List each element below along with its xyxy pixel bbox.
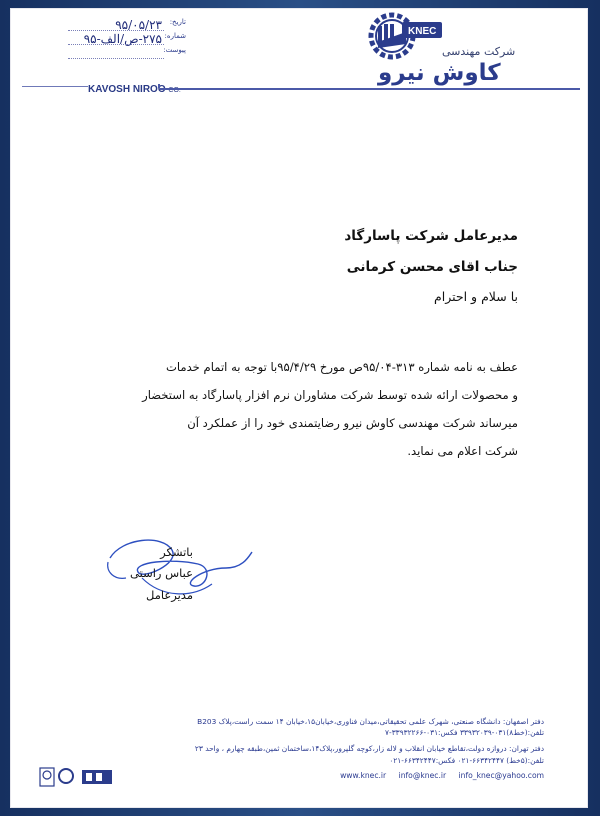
date-value: ۹۵/۰۵/۲۳ <box>115 18 162 32</box>
email-link-yahoo[interactable]: info_knec@yahoo.com <box>458 771 544 780</box>
recipient-name: جناب اقای محسن کرمانی <box>346 259 518 275</box>
website-link[interactable]: www.knec.ir <box>340 771 387 780</box>
company-name: کاوش نیرو <box>378 60 501 86</box>
date-row <box>50 18 190 32</box>
date-line <box>68 30 164 31</box>
body-line: شرکت اعلام می نماید. <box>407 444 518 458</box>
company-prefix: شرکت مهندسی <box>442 45 516 58</box>
date-label: تاریخ: <box>169 18 186 26</box>
letter-meta <box>50 18 190 60</box>
header-rule-left <box>22 86 88 87</box>
greeting: با سلام و احترام <box>434 289 518 304</box>
footer-contacts <box>100 770 544 781</box>
recipient-title: مدیرعامل شرکت پاسارگاد <box>344 228 518 244</box>
number-line <box>68 44 164 45</box>
attachment-line <box>68 58 164 59</box>
signer-name: عباس راستی <box>130 566 193 580</box>
certification-marks-icon <box>38 764 118 794</box>
closing: باتشکر <box>160 545 193 559</box>
header-rule-right <box>160 88 580 90</box>
letter-body <box>92 353 518 465</box>
email-link[interactable]: info@knec.ir <box>398 771 447 780</box>
brand-en-suffix: CO. <box>168 87 181 94</box>
logo-badge: KNEC <box>408 26 437 37</box>
number-value: ۲۷۵-ص/الف-۹۵ <box>83 32 162 46</box>
signer-title: مدیرعامل <box>146 588 193 602</box>
number-label: شماره: <box>164 32 186 40</box>
attachment-row <box>50 46 190 60</box>
footer-tehran-address: دفتر تهران: دروازه دولت،تقاطع خیابان انقلاب و لاله زار،کوچه گلپرور،پلاک۱۴،ساختمان ثمین،طبقه چهارم ، واحد ۲۳ <box>194 744 544 753</box>
footer-isfahan-address: دفتر اصفهان: دانشگاه صنعتی، شهرک علمی تحقیقاتی،میدان فناوری،خیابان۱۵،خیابان ۱۴ سمت راست،پلاک B203 <box>197 717 544 726</box>
brand-en-name: KAVOSH NIROO <box>88 84 166 95</box>
body-line: میرساند شرکت مهندسی کاوش نیرو رضایتمندی خود را از عملکرد آن <box>187 416 518 430</box>
letter-page <box>10 8 588 808</box>
company-logo <box>366 12 571 90</box>
footer-tehran-phone: تلفن:(۵خط) ۶۶۳۴۲۴۴۷-۰۲۱ فکس:۶۶۳۴۲۴۴۷-۰۲۱ <box>389 756 544 765</box>
body-line: و محصولات ارائه شده توسط شرکت مشاوران نرم افزار پاسارگاد به استخضار <box>142 388 518 402</box>
number-row <box>50 32 190 46</box>
footer-isfahan-phone: تلفن:(خط۸)۰۳۱-۳۳۹۳۲۰۳۹ فکس:۰۳۱-۳۳۹۳۲۲۶۶-۷ <box>385 728 544 737</box>
attachment-label: پیوست: <box>163 46 186 54</box>
body-line: عطف به نامه شماره ۳۱۳-۹۵/۰۴ص مورخ ۹۵/۴/۲۹با توجه به اتمام خدمات <box>165 360 518 374</box>
